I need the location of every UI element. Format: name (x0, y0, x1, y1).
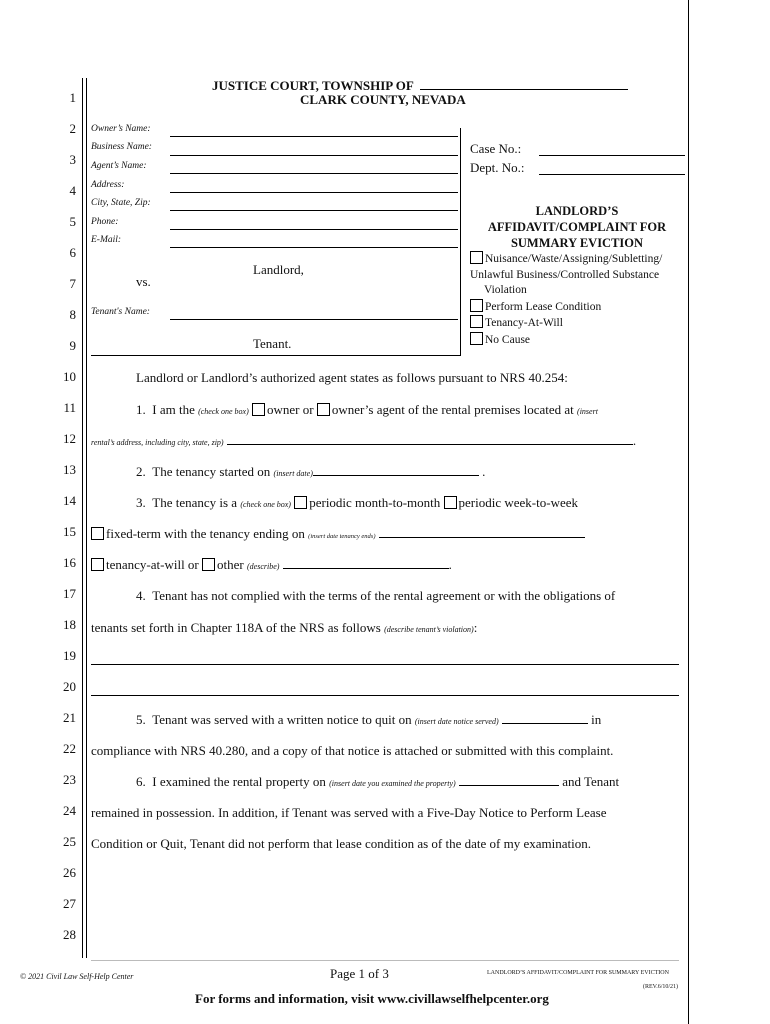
caption-bottom-rule (91, 355, 460, 356)
line-number: 1 (69, 90, 76, 105)
paragraph-4-b: tenants set forth in Chapter 118A of the NRS as follows (describe tenant’s violation): (91, 620, 478, 635)
line-number: 16 (63, 555, 76, 570)
intro-text: Landlord or Landlord’s authorized agent states as follows pursuant to NRS 40.254: (136, 370, 568, 385)
margin-line-left-1 (82, 78, 83, 958)
agent-name-field[interactable] (170, 173, 458, 174)
email-field[interactable] (170, 247, 458, 248)
line-number: 11 (63, 400, 76, 415)
other-description-field[interactable] (283, 568, 449, 569)
paragraph-5: 5. Tenant was served with a written notice to quit on (insert date notice served) in (136, 712, 602, 727)
footer-form-title: LANDLORD’S AFFIDAVIT/COMPLAINT FOR SUMMARY EVICTION (487, 970, 669, 976)
form-title: LANDLORD’S AFFIDAVIT/COMPLAINT FOR SUMMARY EVICTION (487, 204, 667, 250)
tenant-name-label: Tenant's Name: (91, 307, 150, 317)
line-number: 14 (63, 493, 76, 508)
footer-rule (91, 960, 679, 961)
city-state-zip-field[interactable] (170, 210, 458, 211)
line-number: 24 (63, 803, 76, 818)
website-link[interactable]: For forms and information, visit www.civillawselfhelpcenter.org (195, 991, 549, 1006)
line-number: 23 (63, 772, 76, 787)
line-number: 28 (63, 927, 76, 942)
dept-no-field[interactable] (539, 174, 685, 175)
line-number: 13 (63, 462, 76, 477)
city-state-zip-label: City, State, Zip: (91, 198, 151, 208)
paragraph-4: 4. Tenant has not complied with the terms of the rental agreement or with the obligations of (136, 588, 616, 603)
business-name-field[interactable] (170, 155, 458, 156)
line-number: 15 (63, 524, 76, 539)
owner-name-label: Owner’s Name: (91, 124, 151, 134)
option-tenancy-at-will[interactable]: Tenancy-At-Will (470, 315, 662, 332)
line-number: 3 (69, 152, 76, 167)
option-perform[interactable]: Perform Lease Condition (470, 299, 662, 316)
email-label: E-Mail: (91, 235, 122, 245)
violation-field-1[interactable] (91, 664, 679, 665)
dept-no-label: Dept. No.: (470, 160, 525, 175)
phone-field[interactable] (170, 229, 458, 230)
paragraph-6-b: remained in possession. In addition, if Tenant was served with a Five-Day Notice to Perform Lease (91, 805, 607, 820)
paragraph-3-other: tenancy-at-will or other (describe) . (91, 557, 452, 573)
copyright: © 2021 Civil Law Self-Help Center (20, 972, 134, 981)
line-number: 12 (63, 431, 76, 446)
other-checkbox[interactable] (202, 558, 215, 571)
line-number: 17 (63, 586, 76, 601)
line-number: 18 (63, 617, 76, 632)
line-number: 27 (63, 896, 76, 911)
case-no-field[interactable] (539, 155, 685, 156)
township-field[interactable] (420, 89, 628, 90)
landlord-label: Landlord, (253, 262, 304, 277)
paragraph-1-address: rental’s address, including city, state, zip) . (91, 433, 637, 448)
line-number: 7 (69, 276, 76, 291)
option-nuisance-line2: Unlawful Business/Controlled Substance (470, 268, 660, 281)
line-number: 26 (63, 865, 76, 880)
no-cause-checkbox[interactable] (470, 332, 483, 345)
line-number: 10 (63, 369, 76, 384)
versus-label: vs. (136, 274, 151, 289)
caption-divider (460, 128, 461, 356)
county-title: CLARK COUNTY, NEVADA (300, 92, 466, 107)
phone-label: Phone: (91, 217, 119, 227)
eviction-type-options (470, 251, 662, 348)
violation-field-2[interactable] (91, 695, 679, 696)
court-title: JUSTICE COURT, TOWNSHIP OF (212, 78, 628, 94)
option-nuisance[interactable]: Nuisance/Waste/Assigning/Subletting/ (470, 251, 662, 268)
page-number: Page 1 of 3 (330, 966, 389, 981)
tenancy-start-date-field[interactable] (313, 475, 479, 476)
line-number: 25 (63, 834, 76, 849)
paragraph-6-c: Condition or Quit, Tenant did not perform that lease condition as of the date of my examination. (91, 836, 591, 851)
address-field[interactable] (170, 192, 458, 193)
paragraph-5-b: compliance with NRS 40.280, and a copy of that notice is attached or submitted with this complaint. (91, 743, 614, 758)
paragraph-6: 6. I examined the rental property on (insert date you examined the property) and Tenant (136, 774, 620, 789)
line-number: 2 (69, 121, 76, 136)
tenancy-at-will-checkbox[interactable] (470, 315, 483, 328)
agent-name-label: Agent’s Name: (91, 161, 147, 171)
line-number: 5 (69, 214, 76, 229)
fixed-term-checkbox[interactable] (91, 527, 104, 540)
nuisance-checkbox[interactable] (470, 251, 483, 264)
case-no-label: Case No.: (470, 141, 522, 156)
margin-line-right (688, 0, 689, 1024)
tenant-label: Tenant. (253, 336, 292, 351)
paragraph-2: 2. The tenancy started on (insert date) . (136, 464, 486, 479)
paragraph-3-fixed: fixed-term with the tenancy ending on (insert date tenancy ends) (91, 526, 585, 542)
option-nuisance-line3: Violation (484, 284, 527, 296)
perform-checkbox[interactable] (470, 299, 483, 312)
business-name-label: Business Name: (91, 142, 152, 152)
line-number: 22 (63, 741, 76, 756)
line-number: 4 (69, 183, 76, 198)
week-to-week-checkbox[interactable] (444, 496, 457, 509)
address-label: Address: (91, 180, 125, 190)
line-number: 6 (69, 245, 76, 260)
paragraph-1: 1. I am the (check one box) owner or owner’s agent of the rental premises located at (insert (136, 402, 598, 417)
paragraph-3: 3. The tenancy is a (check one box) periodic month-to-month periodic week-to-week (136, 495, 579, 510)
revision-date: (REV.6/10/21) (643, 984, 679, 990)
owner-name-field[interactable] (170, 136, 458, 137)
line-number: 21 (63, 710, 76, 725)
line-number: 8 (69, 307, 76, 322)
notice-date-field[interactable] (502, 723, 588, 724)
owner-checkbox[interactable] (252, 403, 265, 416)
tenancy-end-date-field[interactable] (379, 537, 585, 538)
line-number: 20 (63, 679, 76, 694)
month-to-month-checkbox[interactable] (294, 496, 307, 509)
rental-address-field[interactable] (227, 444, 633, 445)
margin-line-left-2 (86, 78, 87, 958)
examination-date-field[interactable] (459, 785, 559, 786)
option-no-cause[interactable]: No Cause (470, 332, 662, 349)
tenant-name-field[interactable] (170, 319, 458, 320)
line-number: 9 (69, 338, 76, 353)
tenancy-at-will-checkbox-2[interactable] (91, 558, 104, 571)
owners-agent-checkbox[interactable] (317, 403, 330, 416)
line-number: 19 (63, 648, 76, 663)
